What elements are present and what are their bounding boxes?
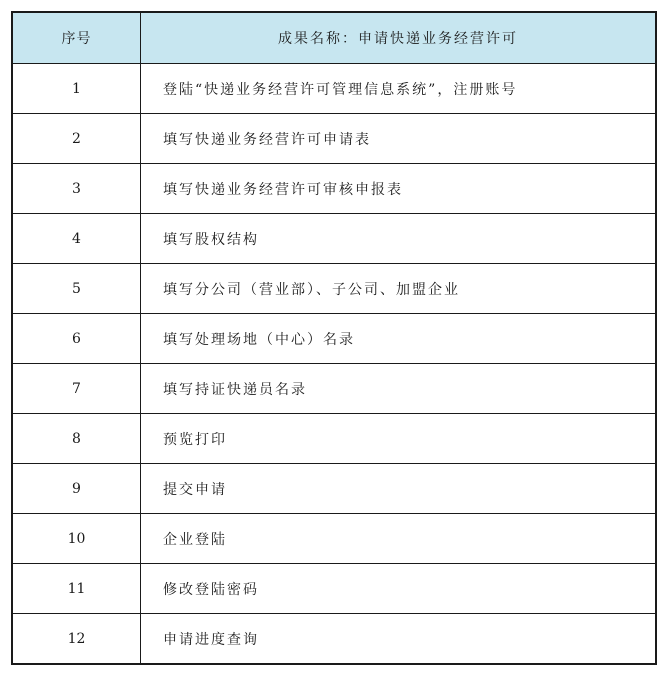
row-step: 填写持证快递员名录 (163, 381, 307, 398)
row-step: 填写快递业务经营许可申请表 (163, 131, 371, 148)
table-header-row (13, 13, 655, 63)
row-step: 预览打印 (163, 431, 227, 448)
table-row (13, 513, 655, 563)
table-row (13, 313, 655, 363)
table-row (13, 413, 655, 463)
row-number: 11 (13, 564, 141, 613)
steps-table (11, 11, 657, 665)
row-step: 申请进度查询 (163, 631, 259, 648)
row-number: 9 (13, 464, 141, 513)
table-row (13, 613, 655, 663)
row-number: 12 (13, 614, 141, 663)
row-number: 8 (13, 414, 141, 463)
header-serial-number: 序号 (13, 13, 141, 63)
row-step: 填写股权结构 (163, 231, 259, 248)
row-step: 修改登陆密码 (163, 581, 259, 598)
table-row (13, 163, 655, 213)
row-step: 填写快递业务经营许可审核申报表 (163, 181, 403, 198)
table-row (13, 563, 655, 613)
row-number: 5 (13, 264, 141, 313)
row-step: 登陆“快递业务经营许可管理信息系统”，注册账号 (163, 81, 518, 98)
table-row (13, 213, 655, 263)
row-number: 1 (13, 64, 141, 113)
row-number: 4 (13, 214, 141, 263)
row-step: 提交申请 (163, 481, 227, 498)
row-number: 7 (13, 364, 141, 413)
header-result-name: 成果名称：申请快递业务经营许可 (278, 31, 518, 47)
table-row (13, 263, 655, 313)
row-step: 企业登陆 (163, 531, 227, 548)
row-number: 10 (13, 514, 141, 563)
table-row (13, 63, 655, 113)
row-step: 填写处理场地（中心）名录 (163, 331, 355, 348)
row-number: 6 (13, 314, 141, 363)
row-number: 3 (13, 164, 141, 213)
row-step: 填写分公司（营业部）、子公司、加盟企业 (163, 281, 460, 298)
table-row (13, 113, 655, 163)
table-row (13, 363, 655, 413)
row-number: 2 (13, 114, 141, 163)
table-row (13, 463, 655, 513)
